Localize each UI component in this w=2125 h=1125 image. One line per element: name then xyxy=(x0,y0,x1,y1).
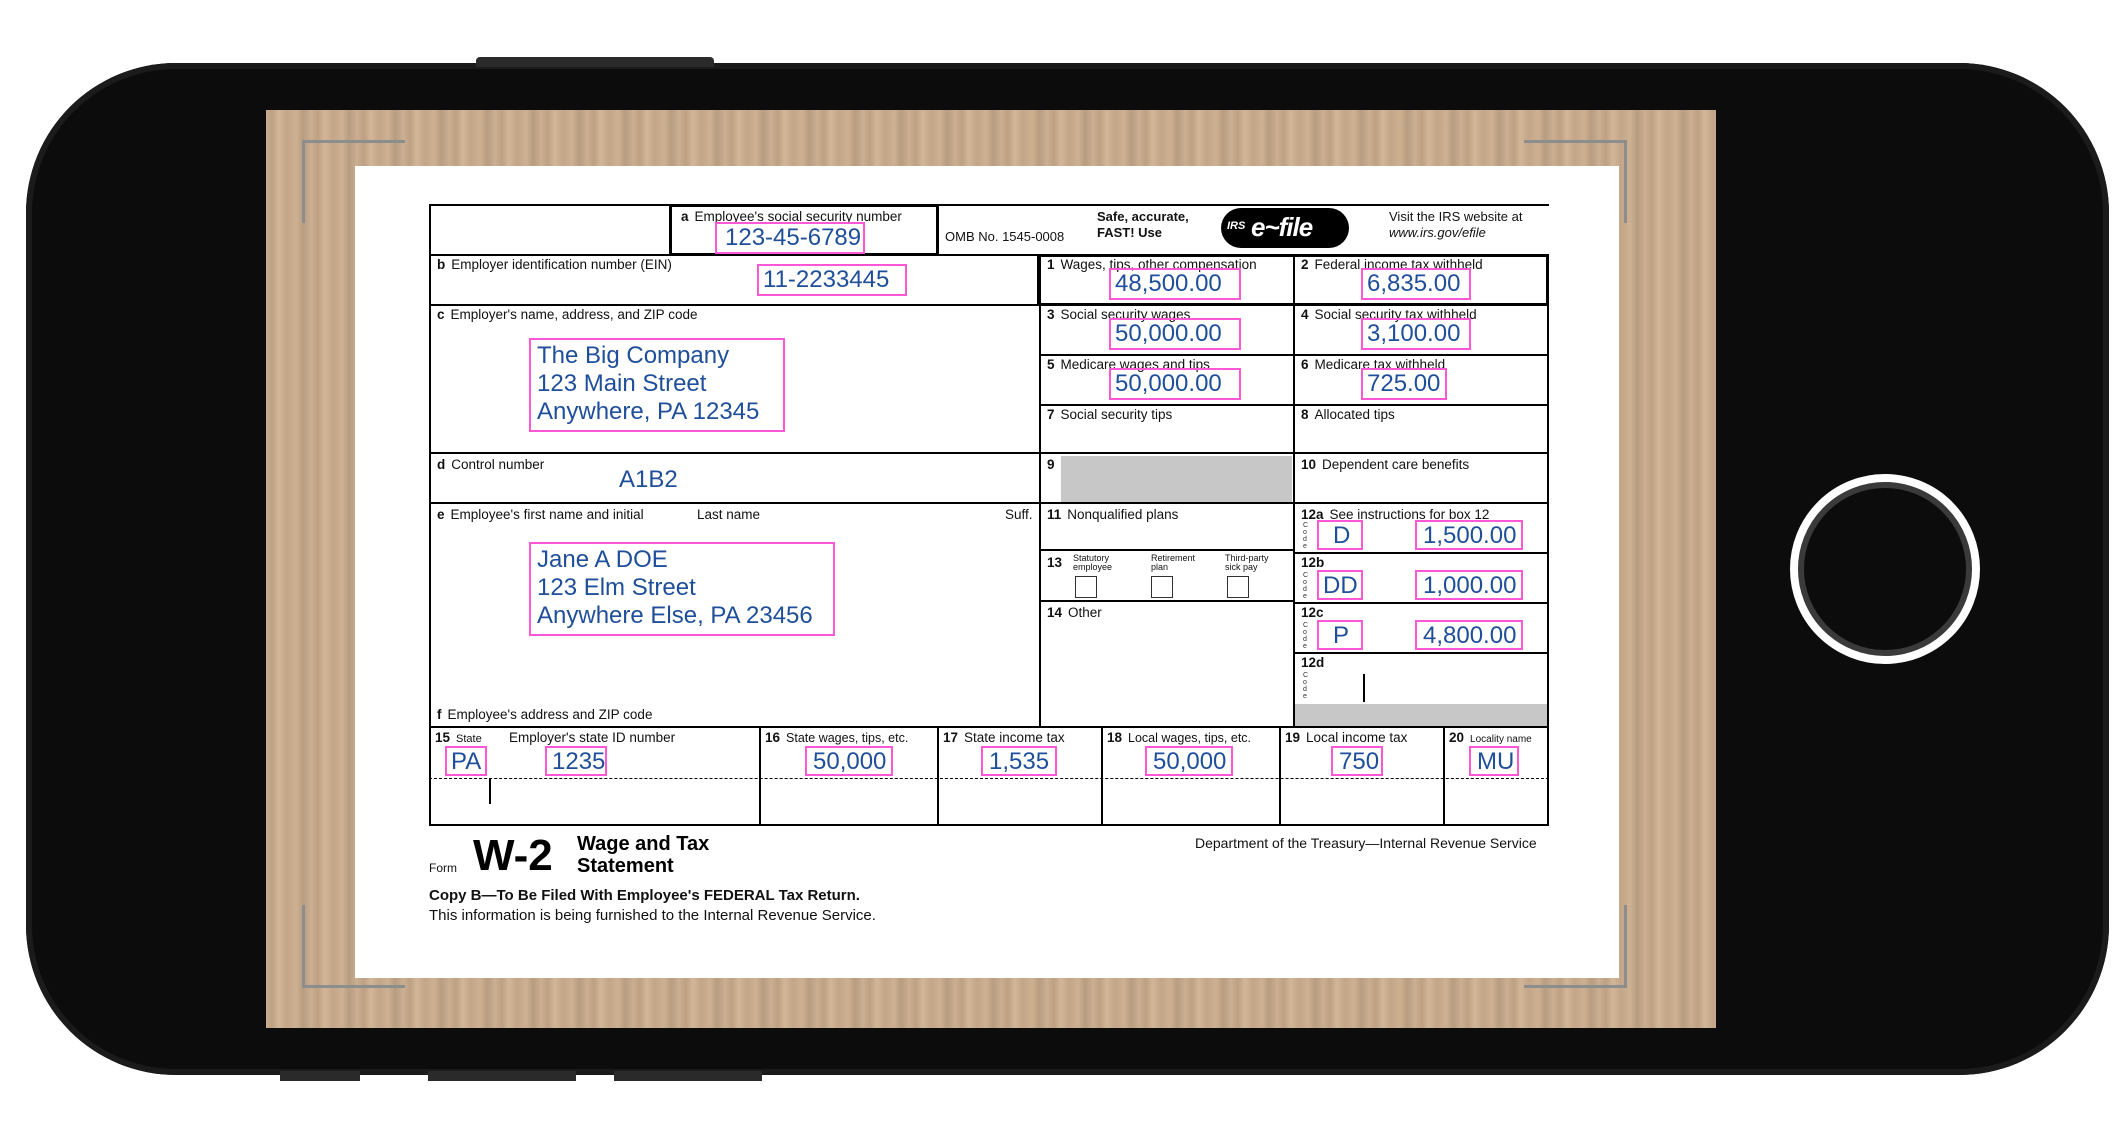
irs-logo-text: IRS xyxy=(1227,220,1246,232)
fast-use-text: FAST! Use xyxy=(1097,225,1163,240)
box-3-highlight xyxy=(1109,318,1241,350)
volume-button xyxy=(476,57,714,67)
box-16-value: 50,000 xyxy=(813,748,887,775)
box-10-label: Dependent care benefits xyxy=(1322,457,1470,472)
box-5-value: 50,000.00 xyxy=(1115,370,1222,397)
irs-url: www.irs.gov/efile xyxy=(1389,225,1486,240)
ssn-highlight xyxy=(715,222,865,254)
code-letter: o xyxy=(1303,679,1307,686)
box-16-number: 16 xyxy=(765,730,781,745)
box-16-highlight xyxy=(805,746,893,776)
employee-address-value: Jane A DOE 123 Elm Street Anywhere Else, PA 23456 xyxy=(537,546,813,629)
box-12c-number: 12c xyxy=(1301,605,1324,620)
box-19-value: 750 xyxy=(1339,748,1380,775)
box-20-highlight xyxy=(1469,746,1519,776)
box-4-value: 3,100.00 xyxy=(1367,320,1461,347)
side-button xyxy=(428,1071,576,1081)
statutory-employee-checkbox[interactable] xyxy=(1075,576,1097,598)
box-12a-label: See instructions for box 12 xyxy=(1329,507,1490,522)
state-highlight xyxy=(445,746,487,776)
code-label xyxy=(1303,522,1309,550)
retirement-plan-checkbox[interactable] xyxy=(1151,576,1173,598)
code-label xyxy=(1303,672,1309,700)
side-button xyxy=(280,1071,360,1081)
box-6-label: Medicare tax withheld xyxy=(1314,357,1446,372)
box-5-number: 5 xyxy=(1047,357,1055,372)
ein-value: 11-2233445 xyxy=(763,266,890,293)
box-14-label: Other xyxy=(1068,605,1102,620)
suffix-label: Suff. xyxy=(1005,507,1033,522)
shutter-button[interactable] xyxy=(1790,474,1980,664)
employer-name-label: Employer's name, address, and ZIP code xyxy=(450,307,698,322)
box-12b-number: 12b xyxy=(1301,555,1325,570)
box-8-number: 8 xyxy=(1301,407,1309,422)
code-letter: e xyxy=(1303,593,1307,600)
box-9-shaded xyxy=(1061,456,1292,502)
box-4-number: 4 xyxy=(1301,307,1309,322)
box-12a-code: D xyxy=(1333,522,1351,549)
box-c-letter: c xyxy=(437,307,445,322)
box-7-number: 7 xyxy=(1047,407,1055,422)
box-11-number: 11 xyxy=(1047,507,1062,522)
box-20-value: MU xyxy=(1477,748,1515,775)
code-letter: C xyxy=(1303,572,1309,579)
box-12c-code-highlight xyxy=(1317,620,1363,650)
box-3-number: 3 xyxy=(1047,307,1055,322)
box-16-label: State wages, tips, etc. xyxy=(786,731,909,745)
box-18-highlight xyxy=(1145,746,1233,776)
box-2-number: 2 xyxy=(1301,257,1309,272)
omb-number: OMB No. 1545-0008 xyxy=(945,229,1065,244)
last-name-label: Last name xyxy=(697,507,761,522)
ein-highlight xyxy=(757,264,907,296)
box-12b-code-highlight xyxy=(1317,570,1363,600)
box-12a-number: 12a xyxy=(1301,507,1324,522)
box-1-label: Wages, tips, other compensation xyxy=(1060,257,1257,272)
box-6-value: 725.00 xyxy=(1367,370,1441,397)
wage-tax-title-line2: Statement xyxy=(577,855,674,877)
irs-efile-logo xyxy=(1221,208,1349,248)
retirement-plan-label: Retirement plan xyxy=(1151,553,1196,572)
form-w2-title: W-2 xyxy=(473,831,553,880)
box-12a-value: 1,500.00 xyxy=(1423,522,1517,549)
box-20-label: Locality name xyxy=(1470,734,1532,745)
state-id-highlight xyxy=(545,746,607,776)
efile-logo-text: e~file xyxy=(1251,212,1313,242)
box-5-highlight xyxy=(1109,368,1241,400)
box-12b-value: 1,000.00 xyxy=(1423,572,1517,599)
box-2-label: Federal income tax withheld xyxy=(1314,257,1483,272)
ein-label: Employer identification number (EIN) xyxy=(451,257,672,272)
code-letter: d xyxy=(1303,636,1307,643)
box-12b-code: DD xyxy=(1323,572,1358,599)
box-17-value: 1,535 xyxy=(989,748,1050,775)
box-15-label: State xyxy=(456,733,482,745)
code-letter: e xyxy=(1303,693,1307,700)
box-6-number: 6 xyxy=(1301,357,1309,372)
box-12c-value-highlight xyxy=(1415,620,1523,650)
box-7-label: Social security tips xyxy=(1060,407,1173,422)
copy-b-text: Copy B—To Be Filed With Employee's FEDERAL Tax Return. xyxy=(429,887,860,904)
w2-form xyxy=(429,204,1549,924)
box-17-number: 17 xyxy=(943,730,959,745)
form-word: Form xyxy=(429,861,457,875)
furnished-text: This information is being furnished to the Internal Revenue Service. xyxy=(429,907,876,924)
state-value: PA xyxy=(451,748,482,775)
box-3-label: Social security wages xyxy=(1060,307,1191,322)
code-letter: e xyxy=(1303,643,1307,650)
code-label xyxy=(1303,572,1309,600)
box-1-value: 48,500.00 xyxy=(1115,270,1222,297)
box-1-number: 1 xyxy=(1047,257,1055,272)
box-4-label: Social security tax withheld xyxy=(1314,307,1477,322)
box-18-label: Local wages, tips, etc. xyxy=(1128,731,1252,745)
state-id-value: 1235 xyxy=(552,748,606,775)
box-3-value: 50,000.00 xyxy=(1115,320,1222,347)
box-17-highlight xyxy=(981,746,1057,776)
box-12c-value: 4,800.00 xyxy=(1423,622,1517,649)
code-letter: o xyxy=(1303,579,1307,586)
ssn-letter: a xyxy=(681,209,689,224)
box-19-highlight xyxy=(1331,746,1383,776)
box-b-letter: b xyxy=(437,257,446,272)
box-8-label: Allocated tips xyxy=(1314,407,1395,422)
box-e-letter: e xyxy=(437,507,445,522)
box-1-highlight xyxy=(1109,268,1241,300)
box-20-number: 20 xyxy=(1449,730,1465,745)
box-9-number: 9 xyxy=(1047,457,1055,472)
code-letter: C xyxy=(1303,672,1309,679)
box-6-highlight xyxy=(1361,368,1447,400)
code-letter: e xyxy=(1303,543,1307,550)
ssn-label: Employee's social security number xyxy=(694,209,902,224)
box-18-value: 50,000 xyxy=(1153,748,1227,775)
code-letter: o xyxy=(1303,529,1307,536)
box-14-number: 14 xyxy=(1047,605,1063,620)
box-17-label: State income tax xyxy=(964,730,1065,745)
box-12c-code: P xyxy=(1333,622,1350,649)
code-letter: C xyxy=(1303,622,1309,629)
shaded-strip xyxy=(1295,704,1547,726)
employee-zip-label: Employee's address and ZIP code xyxy=(447,707,653,722)
code-label xyxy=(1303,622,1309,650)
box-11-label: Nonqualified plans xyxy=(1067,507,1179,522)
box-19-number: 19 xyxy=(1285,730,1301,745)
box-12a-code-highlight xyxy=(1317,520,1363,550)
statutory-employee-label: Statutory employee xyxy=(1073,553,1113,572)
box-2-value: 6,835.00 xyxy=(1367,270,1461,297)
wage-tax-title-line1: Wage and Tax xyxy=(577,833,710,855)
box-4-highlight xyxy=(1361,318,1471,350)
box-12b-value-highlight xyxy=(1415,570,1523,600)
box-10-number: 10 xyxy=(1301,457,1317,472)
safe-accurate-text: Safe, accurate, xyxy=(1097,209,1189,224)
employee-name-label: Employee's first name and initial xyxy=(450,507,644,522)
control-number-value: A1B2 xyxy=(619,466,678,493)
box-12d-number: 12d xyxy=(1301,655,1325,670)
employee-address-highlight xyxy=(529,542,835,636)
box-19-label: Local income tax xyxy=(1306,730,1408,745)
third-party-sick-pay-checkbox[interactable] xyxy=(1227,576,1249,598)
box-2-highlight xyxy=(1361,268,1471,300)
code-letter: d xyxy=(1303,536,1307,543)
code-letter: o xyxy=(1303,629,1307,636)
code-letter: C xyxy=(1303,522,1309,529)
third-party-sick-pay-label: Third-party sick pay xyxy=(1225,553,1269,572)
box-13-number: 13 xyxy=(1047,555,1063,570)
box-18-number: 18 xyxy=(1107,730,1123,745)
side-button xyxy=(614,1071,762,1081)
box-15-number: 15 xyxy=(435,730,451,745)
visit-irs-text: Visit the IRS website at xyxy=(1389,209,1523,224)
box-d-letter: d xyxy=(437,457,446,472)
box-5-label: Medicare wages and tips xyxy=(1060,357,1210,372)
department-text: Department of the Treasury—Internal Revenue Service xyxy=(1195,835,1537,851)
box-12a-value-highlight xyxy=(1415,520,1523,550)
employer-address-highlight xyxy=(529,338,785,432)
control-number-label: Control number xyxy=(451,457,545,472)
code-letter: d xyxy=(1303,586,1307,593)
ssn-value: 123-45-6789 xyxy=(725,224,862,251)
box-f-letter: f xyxy=(437,707,442,722)
state-id-label: Employer's state ID number xyxy=(509,730,676,745)
employer-address-value: The Big Company 123 Main Street Anywhere, PA 12345 xyxy=(537,342,760,425)
code-letter: d xyxy=(1303,686,1307,693)
